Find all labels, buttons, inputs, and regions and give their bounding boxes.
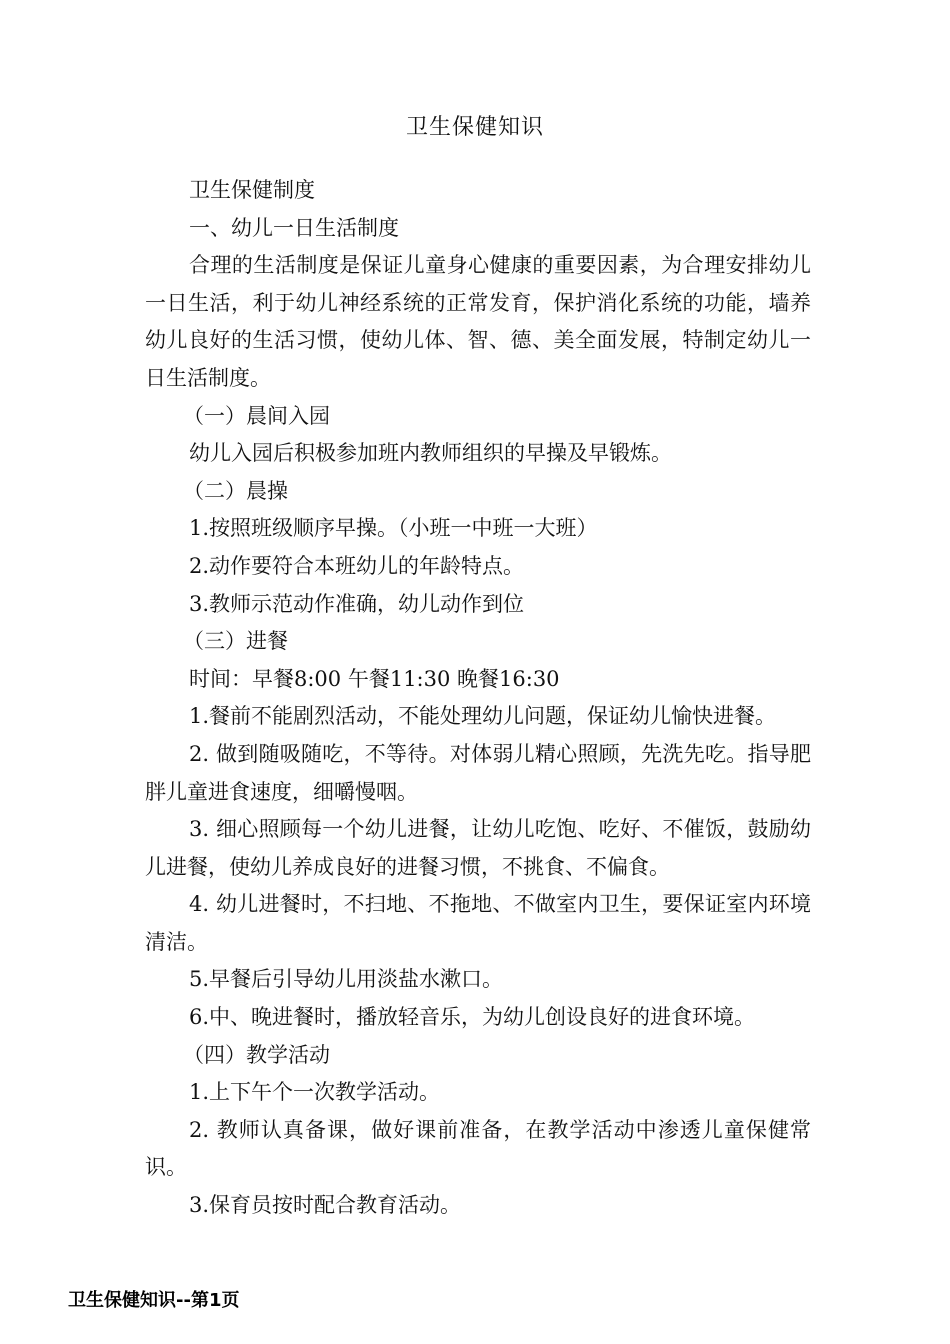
paragraph-section-heading: 卫生保健制度 [189,178,315,202]
list-item: 1.上下午个一次教学活动。 [189,1080,441,1105]
list-item: 5.早餐后引导幼儿用淡盐水漱口。 [189,967,504,992]
paragraph-intro: 合理的生活制度是保证儿童身心健康的重要因素，为合理安排幼儿一日生活，利于幼儿神经系统的正常发育，保护消化系统的功能，墙养幼儿良好的生活习惯，使幼儿体、智、德、美全面发展，特制定幼儿一日生活制度。 [145,253,811,390]
subheading-morning-exercise: （二）晨操 [183,478,288,503]
subheading-meals: （三）进餐 [183,629,288,654]
list-item: 4. 幼儿进餐时，不扫地、不拖地、不做室内卫生，要保证室内环境清洁。 [145,892,811,954]
paragraph-meal-times: 时间：早餐8:00 午餐11:30 晚餐16:30 [189,666,560,691]
list-item: 6.中、晚进餐时，播放轻音乐，为幼儿创设良好的进食环境。 [189,1005,756,1030]
document-body [145,172,811,1225]
paragraph-heading-1: 一、幼儿一日生活制度 [189,215,399,240]
list-item: 3. 细心照顾每一个幼儿进餐，让幼儿吃饱、吃好、不催饭，鼓励幼儿进餐，使幼儿养成良好的进餐习惯，不挑食、不偏食。 [145,817,811,879]
list-item: 2. 做到随吸随吃，不等待。对体弱儿精心照顾，先洗先吃。指导肥胖儿童进食速度，细嚼慢咽。 [145,741,811,804]
list-item: 1.按照班级顺序早操。（小班一中班一大班） [189,516,598,541]
subheading-teaching: （四）教学活动 [183,1042,330,1067]
subheading-morning-arrival: （一）晨间入园 [183,403,330,428]
page-footer: 卫生保健知识--第1页 [68,1290,240,1311]
list-item: 2.动作要符合本班幼儿的年龄特点。 [189,553,525,578]
list-item: 3.教师示范动作准确，幼儿动作到位 [189,591,525,616]
paragraph-morning-arrival: 幼儿入园后积极参加班内教师组织的早操及早锻炼。 [189,441,672,466]
list-item: 2. 教师认真备课，做好课前准备，在教学活动中渗透儿童保健常识。 [145,1117,811,1180]
list-item: 1.餐前不能剧烈活动，不能处理幼儿问题，保证幼儿愉快进餐。 [189,704,777,729]
list-item: 3.保育员按时配合教育活动。 [189,1193,462,1218]
document-title: 卫生保健知识 [405,115,544,140]
